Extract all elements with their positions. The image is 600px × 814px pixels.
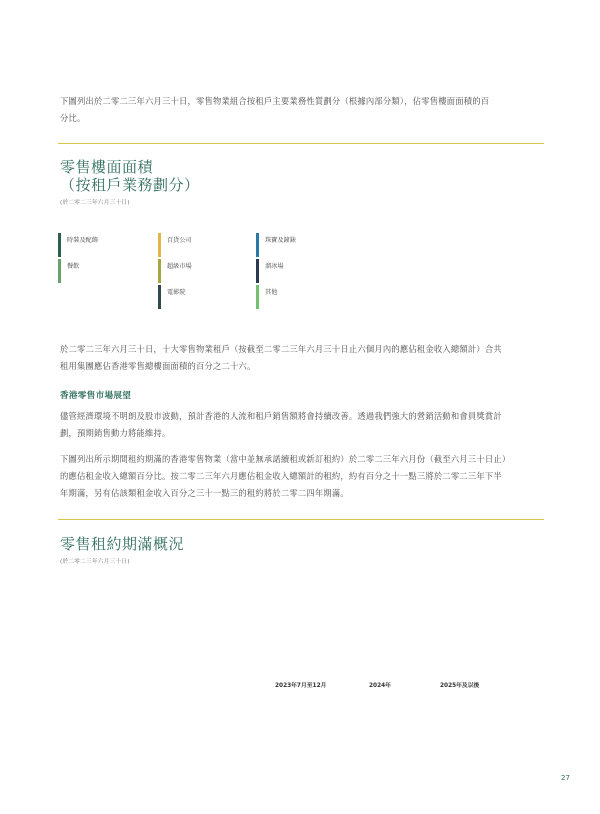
legend-color-swatch (256, 285, 259, 309)
legend-label: 百貨公司 (167, 237, 192, 244)
period-label-2024: 2024年 (369, 683, 391, 689)
top-tenants-line-2: 租用集團應佔香港零售總樓面面積的百分之二十六。 (60, 361, 256, 371)
floor-area-title-line-1: 零售樓面面積 (60, 158, 154, 176)
legend-color-swatch (158, 285, 161, 309)
intro-line-1: 下圖列出於二零二三年六月三十日，零售物業組合按租戶主要業務性質劃分（根據內部分類），佔零售樓面面積的百 (60, 96, 490, 106)
intro-paragraph (60, 93, 548, 127)
expiry-line-1: 下圖列出所示期間租約期滿的香港零售物業（當中並無承諾續租或新訂租約）於二零二三年六月份（截至六月三十日止） (60, 454, 511, 464)
period-label-2025-beyond: 2025年及以後 (440, 683, 480, 689)
outlook-paragraph (60, 408, 548, 442)
outlook-line-1: 儘管經濟環境不明朗及股市波動，預計香港的人流和租戶銷售額將會持續改善。透過我們強大的營銷活動和會員獎賞計 (60, 411, 502, 421)
page-number: 27 (561, 774, 570, 782)
expiry-paragraph (60, 451, 548, 502)
legend-label: 其他 (265, 289, 278, 296)
floor-area-title (60, 158, 200, 194)
legend-color-swatch (58, 233, 61, 257)
expiry-profile-date-note: (於二零二三年六月三十日) (60, 559, 130, 565)
divider-2 (58, 519, 544, 520)
legend-color-swatch (158, 259, 161, 283)
expiry-line-3: 年期滿，另有佔該類租金收入百分之三十一點三的租約將於二零二四年期滿。 (60, 488, 349, 498)
legend-label: 餐飲 (67, 263, 80, 270)
legend-label: 時裝及配飾 (67, 237, 98, 244)
divider-1 (58, 143, 544, 144)
top-tenants-line-1: 於二零二三年六月三十日，十大零售物業租戶（按截至二零二三年六月三十日止六個月內的應佔租金收入總額計）合共 (60, 344, 502, 354)
outlook-line-2: 劃，預期銷售動力將能維持。 (60, 428, 171, 438)
legend-color-swatch (158, 233, 161, 257)
legend-color-swatch (256, 233, 259, 257)
legend-color-swatch (58, 259, 61, 283)
top-tenants-paragraph (60, 341, 548, 375)
legend-label: 珠寶及鐘錶 (265, 237, 296, 244)
legend-label: 電影院 (167, 289, 186, 296)
floor-area-title-line-2: （按租戶業務劃分） (60, 176, 200, 194)
expiry-profile-title: 零售租約期滿概況 (60, 535, 185, 553)
expiry-line-2: 的應佔租金收入總額百分比。按二零二三年六月應佔租金收入總額計的租約，約有百分之十一點三將於二零二三年下半 (60, 471, 502, 481)
legend-label: 溜冰場 (265, 263, 284, 270)
floor-area-date-note: (於二零二三年六月三十日) (60, 200, 130, 206)
intro-line-2: 分比。 (60, 113, 86, 123)
legend-label: 超級市場 (167, 263, 192, 270)
period-label-2023: 2023年7月至12月 (275, 683, 327, 689)
outlook-heading: 香港零售市場展望 (60, 391, 132, 401)
legend-color-swatch (256, 259, 259, 283)
